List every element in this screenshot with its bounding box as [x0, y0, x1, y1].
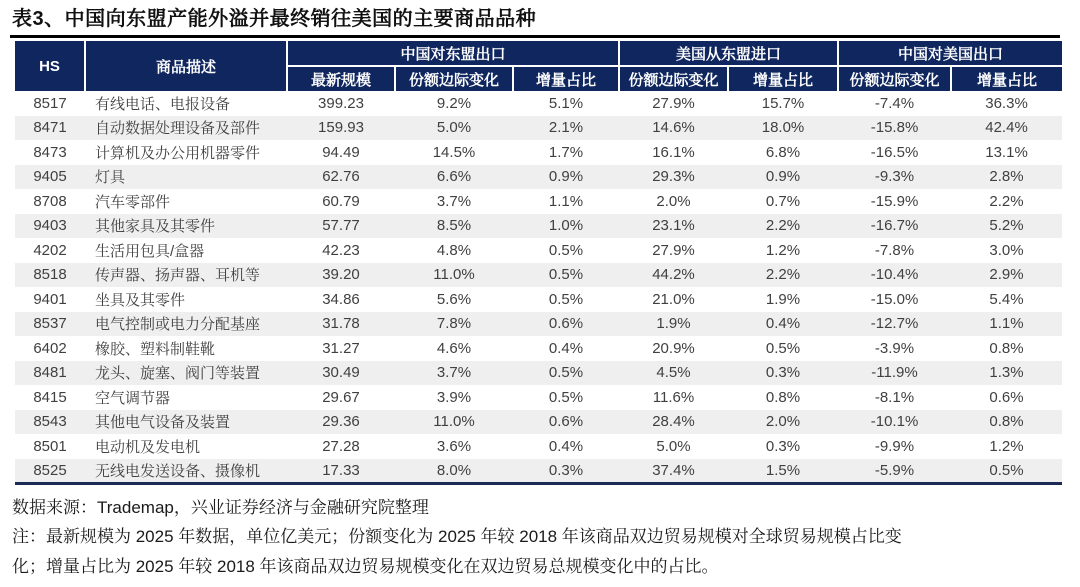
value-cell: -5.9% — [874, 461, 915, 479]
value-cell: -15.9% — [870, 192, 919, 210]
desc-cell: 电动机及发电机 — [95, 438, 201, 456]
value-cell: 37.4% — [652, 461, 695, 479]
value-cell: 1.1% — [548, 192, 584, 210]
desc-cell: 传声器、扬声器、耳机等 — [95, 267, 261, 285]
value-cell: 11.0% — [433, 413, 475, 431]
value-cell: -3.9% — [874, 339, 915, 357]
value-cell: 2.1% — [548, 119, 584, 137]
value-cell: -8.1% — [874, 388, 915, 406]
hs-cell: 8708 — [33, 192, 67, 210]
value-cell: 27.28 — [322, 437, 360, 455]
value-cell: 8.5% — [436, 217, 472, 235]
group-header-china-to-asean: 中国对东盟出口 — [287, 41, 619, 66]
value-cell: -16.5% — [870, 143, 919, 161]
value-cell: 16.1% — [652, 143, 695, 161]
value-cell: 4.5% — [656, 364, 691, 382]
value-cell: 0.5% — [548, 266, 584, 284]
subcol-header-increment-share-1: 增量占比 — [513, 66, 619, 91]
value-cell: 2.0% — [765, 413, 801, 431]
value-cell: 2.2% — [765, 266, 801, 284]
commodity-table — [15, 41, 1062, 485]
value-cell: -16.7% — [870, 217, 919, 235]
hs-cell: 9403 — [33, 217, 67, 235]
value-cell: 0.3% — [548, 461, 584, 479]
value-cell: 0.3% — [765, 437, 801, 455]
value-cell: 2.0% — [656, 192, 691, 210]
table-row — [15, 165, 1062, 190]
value-cell: 0.5% — [989, 461, 1024, 479]
value-cell: -9.9% — [874, 437, 915, 455]
group-header-row — [15, 41, 1062, 66]
value-cell: 0.4% — [548, 339, 584, 357]
value-cell: 5.0% — [656, 437, 691, 455]
value-cell: 1.0% — [548, 217, 584, 235]
value-cell: 4.8% — [436, 241, 472, 259]
title-underline — [10, 35, 1060, 38]
value-cell: 5.1% — [548, 94, 584, 112]
value-cell: 4.6% — [436, 339, 472, 357]
value-cell: 14.6% — [652, 119, 695, 137]
hs-cell: 8473 — [33, 143, 67, 161]
value-cell: 5.0% — [436, 119, 472, 137]
desc-cell: 无线电发送设备、摄像机 — [95, 462, 261, 480]
value-cell: 5.4% — [989, 290, 1024, 308]
table-header — [15, 41, 1062, 91]
value-cell: 1.9% — [765, 290, 801, 308]
value-cell: 15.7% — [761, 94, 805, 112]
table-row — [15, 385, 1062, 410]
value-cell: 27.9% — [652, 94, 695, 112]
value-cell: 60.79 — [322, 192, 360, 210]
table-row — [15, 189, 1062, 214]
value-cell: 11.0% — [433, 266, 475, 284]
value-cell: 28.4% — [652, 413, 695, 431]
value-cell: 2.2% — [765, 217, 801, 235]
hs-cell: 8543 — [33, 413, 67, 431]
hs-cell: 9401 — [33, 290, 67, 308]
value-cell: 34.86 — [322, 290, 360, 308]
value-cell: 29.36 — [322, 413, 360, 431]
value-cell: 0.6% — [548, 315, 584, 333]
table-row — [15, 140, 1062, 165]
value-cell: 0.5% — [548, 388, 584, 406]
table-row — [15, 238, 1062, 263]
value-cell: 0.5% — [548, 241, 584, 259]
value-cell: 399.23 — [318, 94, 364, 112]
desc-cell: 有线电话、电报设备 — [95, 95, 231, 113]
value-cell: 0.4% — [548, 437, 584, 455]
value-cell: 1.9% — [656, 315, 691, 333]
value-cell: 1.1% — [989, 315, 1024, 333]
value-cell: 3.9% — [436, 388, 472, 406]
table-row — [15, 434, 1062, 459]
value-cell: 9.2% — [436, 94, 472, 112]
hs-cell: 8517 — [33, 94, 67, 112]
value-cell: 0.7% — [765, 192, 801, 210]
value-cell: 5.6% — [436, 290, 472, 308]
desc-cell: 电气控制或电力分配基座 — [95, 316, 261, 334]
value-cell: -11.9% — [871, 364, 918, 382]
value-cell: 3.7% — [436, 192, 472, 210]
desc-cell: 自动数据处理设备及部件 — [95, 120, 261, 138]
hs-cell: 8415 — [33, 388, 67, 406]
hs-column-header: HS — [15, 41, 85, 91]
group-header-china-to-us: 中国对美国出口 — [838, 41, 1062, 66]
hs-cell: 8481 — [33, 364, 67, 382]
table-note-line-2: 化；增量占比为 2025 年较 2018 年该商品双边贸易规模变化在双边贸易总规模变化中的占比。 — [12, 556, 719, 576]
value-cell: 0.3% — [765, 364, 801, 382]
hs-cell: 6402 — [33, 339, 67, 357]
page-title: 表3、中国向东盟产能外溢并最终销往美国的主要商品品种 — [12, 8, 537, 30]
value-cell: 27.9% — [652, 241, 695, 259]
value-cell: 3.0% — [989, 241, 1024, 259]
value-cell: 30.49 — [322, 364, 360, 382]
group-header-us-from-asean: 美国从东盟进口 — [619, 41, 838, 66]
value-cell: 2.2% — [989, 192, 1024, 210]
value-cell: 0.8% — [765, 388, 801, 406]
value-cell: -15.8% — [870, 119, 919, 137]
hs-cell: 8537 — [33, 315, 67, 333]
value-cell: 3.6% — [436, 437, 472, 455]
value-cell: 1.2% — [989, 437, 1024, 455]
value-cell: 5.2% — [989, 217, 1024, 235]
value-cell: -9.3% — [874, 168, 915, 186]
table-row — [15, 214, 1062, 239]
value-cell: 6.6% — [436, 168, 472, 186]
table-row — [15, 263, 1062, 288]
value-cell: -10.4% — [870, 266, 919, 284]
value-cell: 94.49 — [322, 143, 360, 161]
subcol-header-latest-scale: 最新规模 — [287, 66, 395, 91]
value-cell: 21.0% — [652, 290, 695, 308]
table-footnotes — [12, 493, 1080, 582]
table-row — [15, 361, 1062, 386]
subcol-header-share-change-2: 份额边际变化 — [619, 66, 728, 91]
table-body — [15, 91, 1062, 483]
value-cell: 1.7% — [548, 143, 584, 161]
report-table-page — [0, 6, 1080, 587]
value-cell: 1.5% — [765, 461, 801, 479]
value-cell: 18.0% — [761, 119, 805, 137]
table-row — [15, 459, 1062, 484]
hs-cell: 8525 — [33, 461, 67, 479]
value-cell: 44.2% — [652, 266, 695, 284]
value-cell: 0.4% — [765, 315, 801, 333]
value-cell: -7.8% — [874, 241, 915, 259]
desc-column-header: 商品描述 — [85, 41, 287, 91]
desc-cell: 计算机及办公用机器零件 — [95, 144, 261, 162]
value-cell: 31.78 — [322, 315, 360, 333]
table-row — [15, 410, 1062, 435]
value-cell: 42.4% — [985, 119, 1028, 137]
value-cell: 0.9% — [765, 168, 801, 186]
value-cell: 0.8% — [989, 413, 1024, 431]
value-cell: 1.3% — [989, 364, 1024, 382]
value-cell: 23.1% — [652, 217, 695, 235]
desc-cell: 橡胶、塑料制鞋靴 — [95, 340, 216, 358]
value-cell: 7.8% — [436, 315, 472, 333]
value-cell: 31.27 — [322, 339, 360, 357]
value-cell: 11.6% — [652, 388, 695, 406]
value-cell: 0.6% — [989, 388, 1024, 406]
desc-cell: 空气调节器 — [95, 389, 171, 407]
value-cell: 0.8% — [989, 339, 1024, 357]
desc-cell: 坐具及其零件 — [95, 291, 186, 309]
table-note-line-1: 注：最新规模为 2025 年数据，单位亿美元；份额变化为 2025 年较 2018 年该商品双边贸易规模对全球贸易规模占比变 — [12, 527, 902, 546]
value-cell: 13.1% — [985, 143, 1028, 161]
subcol-header-increment-share-3: 增量占比 — [951, 66, 1062, 91]
value-cell: -15.0% — [870, 290, 919, 308]
desc-cell: 灯具 — [95, 169, 126, 187]
value-cell: 39.20 — [322, 266, 360, 284]
value-cell: 1.2% — [765, 241, 801, 259]
desc-cell: 其他电气设备及装置 — [95, 414, 231, 432]
value-cell: 2.9% — [989, 266, 1024, 284]
value-cell: 0.6% — [548, 413, 584, 431]
value-cell: 17.33 — [322, 461, 360, 479]
value-cell: 14.5% — [432, 143, 476, 161]
value-cell: 29.67 — [322, 388, 360, 406]
table-row — [15, 312, 1062, 337]
hs-cell: 8518 — [33, 266, 67, 284]
value-cell: 3.7% — [436, 364, 472, 382]
value-cell: 0.5% — [765, 339, 801, 357]
value-cell: 0.9% — [548, 168, 584, 186]
desc-cell: 龙头、旋塞、阀门等装置 — [95, 365, 261, 383]
desc-cell: 生活用包具/盒器 — [95, 242, 205, 260]
table-row — [15, 116, 1062, 141]
value-cell: 57.77 — [322, 217, 360, 235]
desc-cell: 其他家具及其零件 — [95, 218, 216, 236]
value-cell: 8.0% — [436, 461, 472, 479]
value-cell: -7.4% — [874, 94, 915, 112]
subcol-header-increment-share-2: 增量占比 — [728, 66, 838, 91]
table-row — [15, 91, 1062, 116]
value-cell: 0.5% — [548, 290, 584, 308]
subcol-header-share-change-1: 份额边际变化 — [395, 66, 513, 91]
hs-cell: 4202 — [33, 241, 67, 259]
table-row — [15, 336, 1062, 361]
value-cell: 62.76 — [322, 168, 360, 186]
table-row — [15, 287, 1062, 312]
value-cell: 0.5% — [548, 364, 584, 382]
desc-cell: 汽车零部件 — [95, 193, 171, 211]
source-note: 数据来源：Trademap，兴业证券经济与金融研究院整理 — [12, 497, 429, 517]
value-cell: -12.7% — [870, 315, 919, 333]
hs-cell: 9405 — [33, 168, 67, 186]
hs-cell: 8471 — [33, 119, 67, 137]
subcol-header-share-change-3: 份额边际变化 — [838, 66, 951, 91]
value-cell: -10.1% — [870, 413, 919, 431]
value-cell: 159.93 — [318, 119, 364, 137]
value-cell: 2.8% — [989, 168, 1024, 186]
value-cell: 6.8% — [765, 143, 801, 161]
hs-cell: 8501 — [33, 437, 67, 455]
value-cell: 42.23 — [322, 241, 360, 259]
value-cell: 36.3% — [985, 94, 1028, 112]
value-cell: 20.9% — [652, 339, 695, 357]
value-cell: 29.3% — [652, 168, 695, 186]
